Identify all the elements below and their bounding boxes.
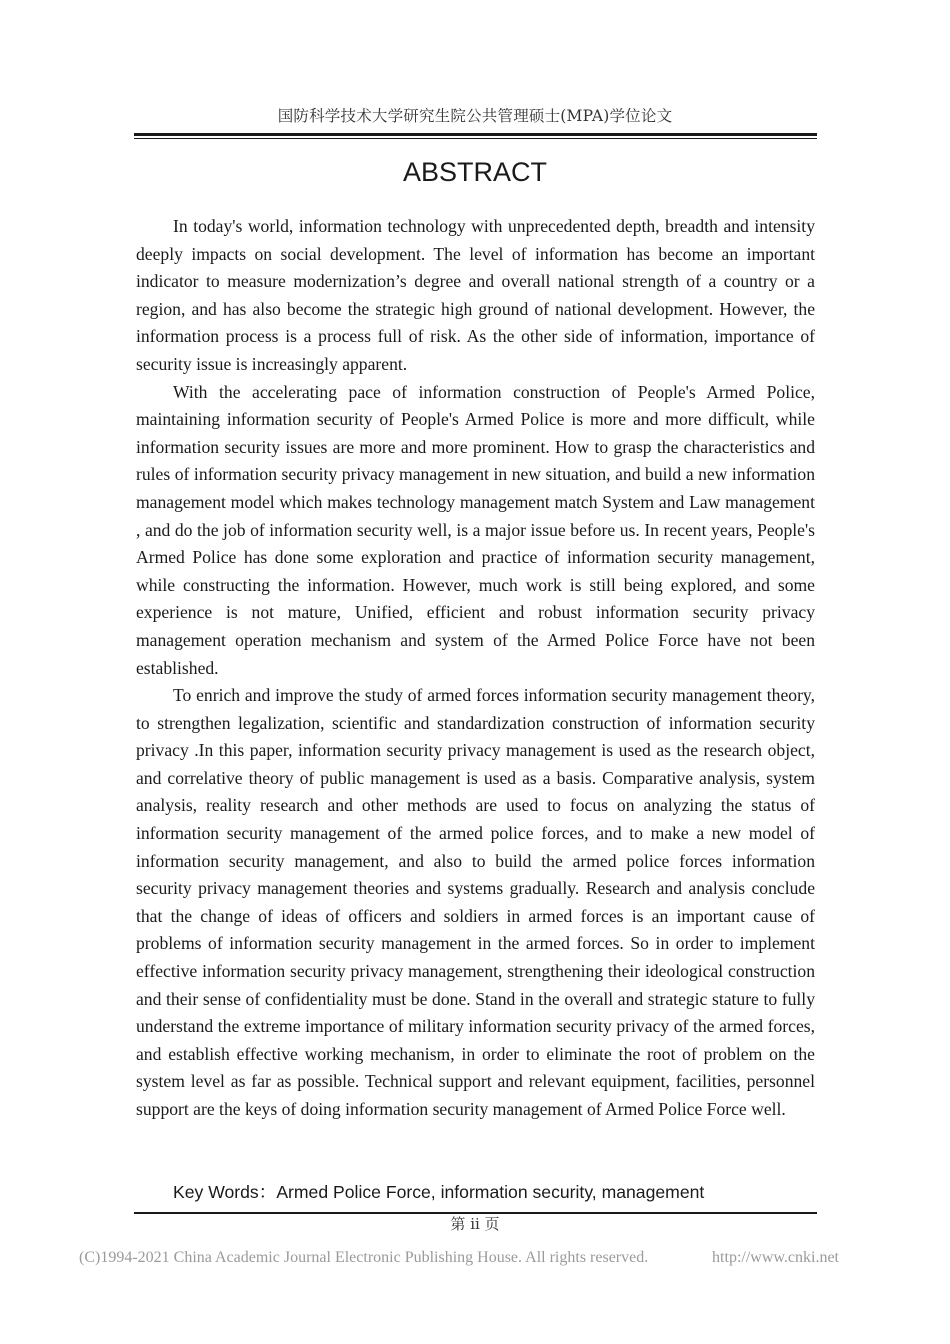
copyright-text: (C)1994-2021 China Academic Journal Electronic Publishing House. All rights reserved. — [79, 1249, 649, 1266]
header-rule-thick — [134, 133, 817, 136]
keywords-label: Key Words： — [173, 1182, 277, 1202]
abstract-body — [136, 213, 815, 1124]
copyright-watermark — [79, 1249, 839, 1267]
abstract-paragraph: To enrich and improve the study of armed forces information security management theory, to strengthen legalization, scientific and standardization construction of information security privacy .In this paper, information security privacy management is used as the research object, and correlative theory of public management is used as a basis. Comparative analysis, system analysis, reality research and other methods are used to focus on analyzing the status of information security management of the armed police forces, and to make a new model of information security management, and also to build the armed police forces information security privacy management theories and systems gradually. Research and analysis conclude that the change of ideas of officers and soldiers in armed forces is an important cause of problems of information security management in the armed forces. So in order to implement effective information security privacy management, strengthening their ideological construction and their sense of confidentiality must be done. Stand in the overall and strategic stature to fully understand the extreme importance of military information security privacy of the armed forces, and establish effective working mechanism, in order to eliminate the root of problem on the system level as far as possible. Technical support and relevant equipment, facilities, personnel support are the keys of doing information security management of Armed Police Force well. — [136, 685, 815, 1119]
abstract-heading: ABSTRACT — [402, 157, 548, 187]
keywords-value: Armed Police Force, information security, management — [276, 1182, 705, 1202]
running-header: 国防科学技术大学研究生院公共管理硕士(MPA)学位论文 — [277, 107, 673, 125]
abstract-paragraph: In today's world, information technology with unprecedented depth, breadth and intensity deeply impacts on social development. The level of information has become an important indicator to measure modernization’s degree and overall national strength of a country or a region, and has also become the strategic high ground of national development. However, the information process is a process full of risk. As the other side of information, importance of security issue is increasingly apparent. — [136, 216, 815, 374]
cnki-url: http://www.cnki.net — [712, 1249, 839, 1266]
page-number: 第 ii 页 — [450, 1215, 500, 1233]
header-rule-thin — [134, 138, 817, 139]
keywords-line — [173, 1179, 704, 1204]
abstract-paragraph: With the accelerating pace of information construction of People's Armed Police, maintaining information security of People's Armed Police is more and more difficult, while information security issues are more and more prominent. How to grasp the characteristics and rules of information security privacy management in new situation, and build a new information management model which makes technology management match System and Law management , and do the job of information security well, is a major issue before us. In recent years, People's Armed Police has done some exploration and practice of information security management, while constructing the information. However, much work is still being explored, and some experience is not mature, Unified, efficient and robust information security privacy management operation mechanism and system of the Armed Police Force have not been established. — [136, 381, 815, 678]
